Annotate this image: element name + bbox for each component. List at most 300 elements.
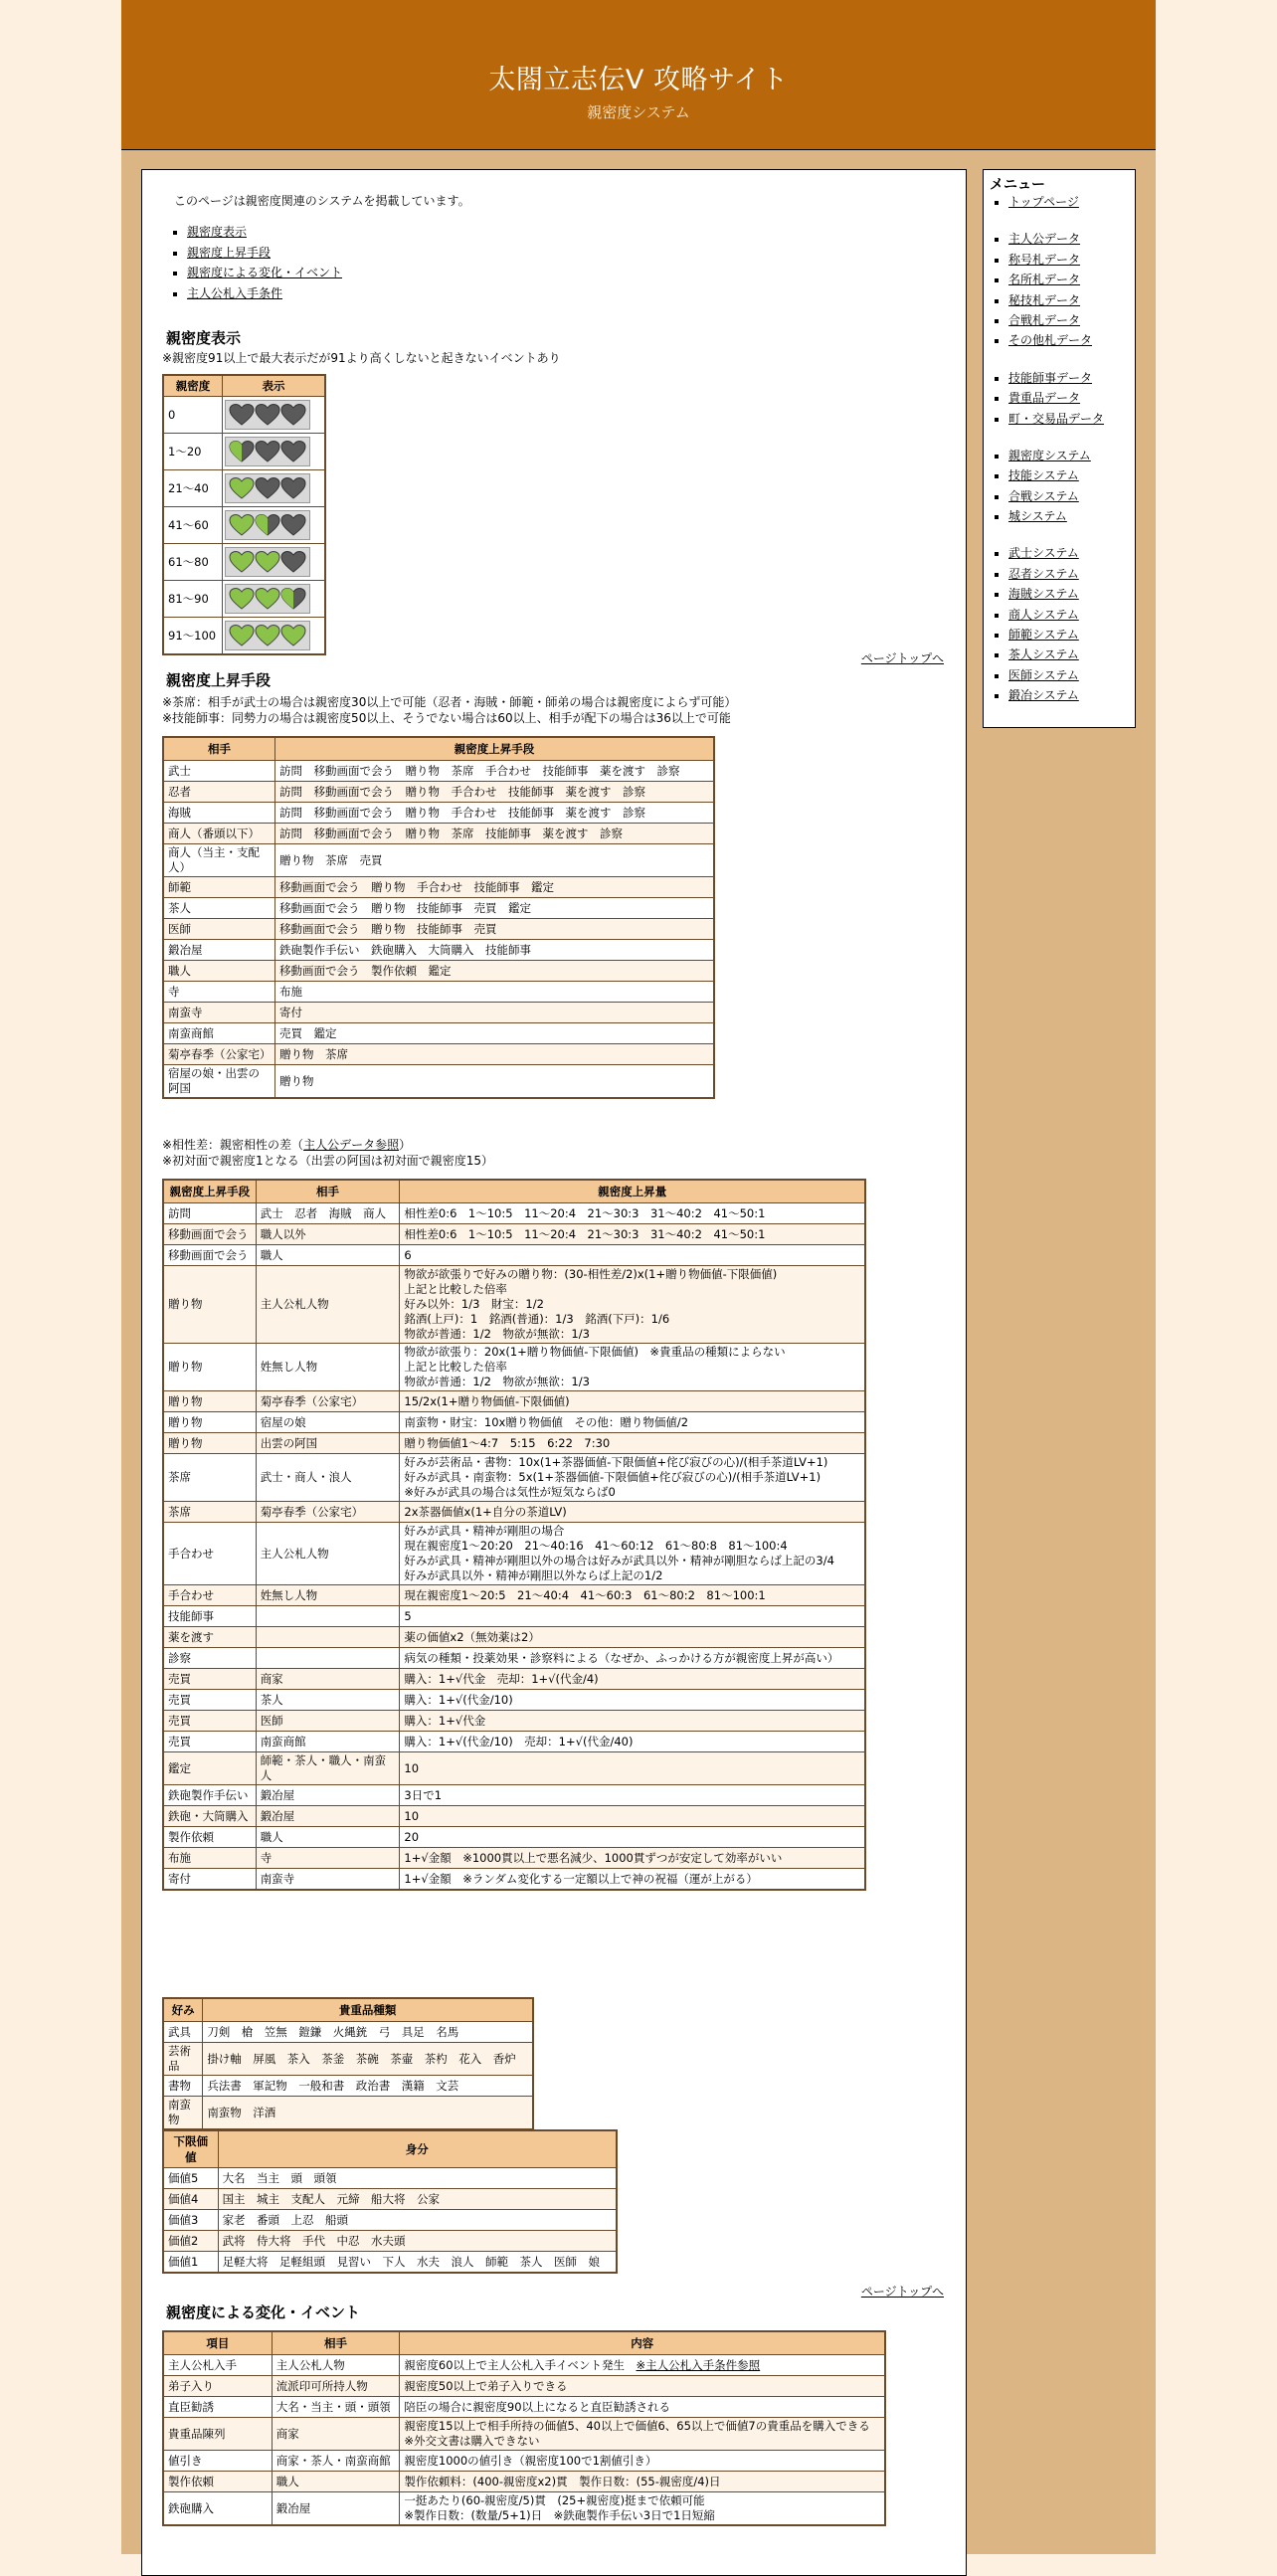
- cell-line: 物欲が欲張り：20x(1+贈り物価値-下限価値) ※貴重品の種類によらない: [404, 1345, 786, 1359]
- table-cell: 姓無し人物: [256, 1344, 400, 1391]
- table-cell: 陪臣の場合に親密度90以上になると直臣勧誘される: [400, 2397, 885, 2418]
- table-cell: 出雲の阿国: [256, 1433, 400, 1454]
- intimacy-range: 0: [163, 397, 223, 434]
- cell-line: 物欲が普通：1/2 物欲が無欲：1/3: [404, 1375, 590, 1388]
- table-row: [163, 824, 714, 844]
- table-row: [163, 1391, 865, 1412]
- heart-display: [223, 470, 326, 507]
- hearts-box: [225, 584, 310, 614]
- table-row: [163, 507, 325, 544]
- table-cell: 足軽大将 足軽組頭 見習い 下人 水夫 浪人 師範 茶人 医師 娘: [218, 2252, 617, 2274]
- column-header: 表示: [223, 375, 326, 397]
- table-cell: 貴重品陳列: [163, 2418, 272, 2451]
- table-cell: 病気の種類・投薬効果・診察料による（なぜか、ふっかける方が親密度上昇が高い）: [400, 1648, 865, 1669]
- menu-link[interactable]: 技能師事データ: [1008, 370, 1093, 385]
- table-cell: 親密度60以上で主人公札入手イベント発生 ※主人公札入手条件参照: [400, 2355, 885, 2376]
- cell-line: 現在親密度1～20:20 21～40:16 41～60:12 61～80:8 81～100:4: [404, 1539, 788, 1553]
- table-cell: 南蛮寺: [256, 1869, 400, 1891]
- table-cell: 製作依頼料：(400-親密度x2)貫 製作日数：(55-親密度/4)日: [400, 2472, 885, 2492]
- table-cell: 大名・当主・頭・頭領: [272, 2397, 400, 2418]
- table-cell: 医師: [163, 919, 275, 940]
- table-cell: 職人: [256, 1827, 400, 1848]
- section-heading-display: 親密度表示: [166, 329, 242, 347]
- column-header: 身分: [218, 2130, 617, 2168]
- section-heading-events: 親密度による変化・イベント: [166, 2303, 361, 2321]
- table-cell: 訪問 移動画面で会う 贈り物 手合わせ 技能師事 薬を渡す 診察: [275, 803, 714, 824]
- note-text: ※相性差：親密相性の差（: [162, 1138, 304, 1152]
- table-cell: 職人: [163, 961, 275, 982]
- menu-link[interactable]: 親密度システム: [1008, 448, 1091, 462]
- heart-icon: [280, 476, 306, 500]
- table-cell: 商人（当主・支配人）: [163, 844, 275, 877]
- menu-spacer: [1008, 429, 1104, 446]
- heart-display: [223, 397, 326, 434]
- hearts-box: [225, 510, 310, 540]
- table-cell: 海賊: [163, 803, 275, 824]
- table-cell: 2x茶器価値x(1+自分の茶道LV): [400, 1502, 865, 1523]
- table-cell: [256, 1648, 400, 1669]
- table-cell: 武士 忍者 海賊 商人: [256, 1203, 400, 1224]
- menu-link[interactable]: 忍者システム: [1008, 566, 1079, 581]
- table-header-row: [163, 737, 714, 761]
- table-cell: 訪問 移動画面で会う 贈り物 手合わせ 技能師事 薬を渡す 診察: [275, 782, 714, 803]
- table-cell: [400, 1454, 865, 1502]
- table-cell: 訪問 移動画面で会う 贈り物 茶席 手合わせ 技能師事 薬を渡す 診察: [275, 761, 714, 782]
- hearts-box: [225, 400, 310, 430]
- heart-display: [223, 581, 326, 618]
- table-cell: 製作依頼: [163, 2472, 272, 2492]
- table-header-row: [163, 1180, 865, 1203]
- table-cell: 鉄砲・大筒購入: [163, 1806, 256, 1827]
- menu-item: [1008, 446, 1104, 465]
- menu-link[interactable]: その他札データ: [1008, 333, 1093, 348]
- table-cell: 宿屋の娘・出雲の阿国: [163, 1065, 275, 1099]
- heart-icon: [280, 624, 306, 647]
- table-cell: [400, 2492, 885, 2526]
- table-cell: 贈り物: [163, 1391, 256, 1412]
- table-cell: 訪問 移動画面で会う 贈り物 茶席 技能師事 薬を渡す 診察: [275, 824, 714, 844]
- table-row: [163, 1266, 865, 1344]
- table-cell: 流派印可所持人物: [272, 2376, 400, 2397]
- table-cell: 贈り物: [163, 1433, 256, 1454]
- table-cell: 移動画面で会う 製作依頼 鑑定: [275, 961, 714, 982]
- cell-line: 好みが武具・精神が剛胆の場合: [404, 1524, 565, 1538]
- toc-item: [187, 243, 342, 264]
- table-header-row: [163, 375, 325, 397]
- table-cell: 購入：1+√(代金/10): [400, 1690, 865, 1711]
- menu-item: [1008, 644, 1104, 664]
- table-cell: 寺: [163, 982, 275, 1003]
- valuables-table: [162, 1997, 534, 2130]
- table-cell: [400, 1523, 865, 1585]
- toc-link[interactable]: 親密度による変化・イベント: [187, 266, 343, 279]
- table-cell: 購入：1+√代金 売却：1+√(代金/4): [400, 1669, 865, 1690]
- table-row: [163, 2168, 617, 2189]
- note-link[interactable]: 主人公データ参照: [303, 1138, 400, 1152]
- table-row: [163, 940, 714, 961]
- table-cell: 3日で1: [400, 1785, 865, 1806]
- table-cell: 南蛮物 洋酒: [203, 2097, 533, 2130]
- table-cell: [400, 1344, 865, 1391]
- table-cell: 宿屋の娘: [256, 1412, 400, 1433]
- menu-link[interactable]: 海賊システム: [1008, 587, 1079, 602]
- heart-icon: [229, 476, 255, 500]
- note-text: ※初対面で親密度1となる（出雲の阿国は初対面で親密度15）: [162, 1154, 493, 1168]
- table-row: [163, 898, 714, 919]
- table-cell: 20: [400, 1827, 865, 1848]
- menu-title: メニュー: [990, 177, 1045, 193]
- table-cell: 師範: [163, 877, 275, 898]
- heart-icon: [255, 550, 280, 574]
- menu-link[interactable]: 技能システム: [1008, 468, 1079, 483]
- table-cell: 相性差0:6 1～10:5 11～20:4 21～30:3 31～40:2 41～50:1: [400, 1203, 865, 1224]
- menu-link[interactable]: 合戦札データ: [1008, 312, 1081, 327]
- table-cell: 商家: [272, 2418, 400, 2451]
- table-row: [163, 2043, 533, 2076]
- heart-icon: [255, 513, 280, 537]
- table-row: [163, 1065, 714, 1099]
- table-cell: 薬の価値x2（無効薬は2）: [400, 1627, 865, 1648]
- table-cell: 茶人: [163, 898, 275, 919]
- section-heading-means: 親密度上昇手段: [166, 671, 272, 689]
- means-table: [162, 736, 715, 1099]
- table-row: [163, 1245, 865, 1266]
- table-row: [163, 2097, 533, 2130]
- table-row: [163, 1869, 865, 1891]
- table-cell: 売買: [163, 1732, 256, 1752]
- menu-link[interactable]: 師範システム: [1008, 628, 1079, 643]
- table-row: [163, 782, 714, 803]
- event-link[interactable]: ※主人公札入手条件参照: [636, 2357, 761, 2372]
- table-cell: 菊亭春季（公家宅）: [256, 1502, 400, 1523]
- note-line: ※技能師事：同勢力の場合は親密度50以上、そうでない場合は60以上、相手が配下の場合は36以上で可能: [162, 711, 731, 725]
- table-cell: 贈り物: [163, 1344, 256, 1391]
- table-row: [163, 544, 325, 581]
- menu-link[interactable]: 秘技札データ: [1008, 292, 1081, 307]
- menu-item: [1008, 229, 1104, 249]
- table-cell: 弟子入り: [163, 2376, 272, 2397]
- toc-link[interactable]: 親密度表示: [187, 225, 248, 239]
- menu-link[interactable]: 主人公データ: [1008, 232, 1081, 247]
- table-cell: 南蛮商館: [256, 1732, 400, 1752]
- heart-display: [223, 544, 326, 581]
- table-row: [163, 982, 714, 1003]
- menu-item: [1008, 584, 1104, 604]
- menu-item: [1008, 290, 1104, 310]
- table-cell: 布施: [275, 982, 714, 1003]
- table-cell: 1+√金額 ※1000貫以上で悪名減少、1000貫ずつが安定して効率がいい: [400, 1848, 865, 1869]
- table-row: [163, 1412, 865, 1433]
- table-cell: 南蛮商館: [163, 1023, 275, 1044]
- table-cell: 南蛮物・財宝：10x贈り物価値 その他：贈り物価値/2: [400, 1412, 865, 1433]
- table-cell: 鍛冶屋: [256, 1806, 400, 1827]
- table-row: [163, 1003, 714, 1023]
- intro-text: このページは親密度関連のシステムを掲載しています。: [174, 194, 470, 208]
- page-top-link-2[interactable]: ページトップへ: [860, 2285, 944, 2299]
- table-header-row: [163, 1998, 533, 2022]
- cell-line: 好み以外：1/3 財宝：1/2: [404, 1297, 544, 1311]
- table-cell: 売買: [163, 1690, 256, 1711]
- heart-icon: [280, 587, 306, 611]
- menu-link[interactable]: 医師システム: [1008, 667, 1079, 682]
- column-header: 親密度上昇手段: [275, 737, 714, 761]
- table-cell: 布施: [163, 1848, 256, 1869]
- amount-notes: [162, 1137, 493, 1169]
- menu-link[interactable]: 名所札データ: [1008, 273, 1081, 287]
- table-cell: 武具: [163, 2022, 203, 2043]
- table-cell: 10: [400, 1752, 865, 1785]
- table-row: [163, 1606, 865, 1627]
- table-cell: 移動画面で会う 贈り物 技能師事 売買: [275, 919, 714, 940]
- column-header: 親密度: [163, 375, 223, 397]
- heart-icon: [255, 403, 280, 427]
- table-row: [163, 2472, 885, 2492]
- menu-item: [1008, 625, 1104, 644]
- table-cell: 家老 番頭 上忍 船頭: [218, 2210, 617, 2231]
- note-line: [162, 1137, 493, 1153]
- menu-item: [1008, 310, 1104, 330]
- table-cell: [400, 1266, 865, 1344]
- table-cell: 購入：1+√(代金/10) 売却：1+√(代金/40): [400, 1732, 865, 1752]
- menu-item: [1008, 486, 1104, 506]
- table-cell: 鑑定: [163, 1752, 256, 1785]
- table-cell: 10: [400, 1806, 865, 1827]
- table-cell: 売買 鑑定: [275, 1023, 714, 1044]
- toc-link[interactable]: 主人公札入手条件: [187, 285, 283, 300]
- menu-link[interactable]: トップページ: [1008, 195, 1079, 209]
- menu-link[interactable]: 武士システム: [1008, 546, 1079, 561]
- table-cell: 価値5: [163, 2168, 218, 2189]
- table-row: [163, 1454, 865, 1502]
- table-cell: 菊亭春季（公家宅）: [256, 1391, 400, 1412]
- table-cell: 商家: [256, 1669, 400, 1690]
- table-cell: 移動画面で会う: [163, 1224, 256, 1245]
- table-row: [163, 1023, 714, 1044]
- heart-icon: [229, 440, 255, 463]
- heart-icon: [255, 476, 280, 500]
- table-row: [163, 618, 325, 655]
- cell-line: 上記と比較した倍率: [404, 1360, 507, 1374]
- cell-line: 好みが武具・南蛮物：5x(1+茶器価値-下限価値+侘び寂びの心)/(相手茶道LV+1): [404, 1470, 821, 1484]
- table-row: [163, 2397, 885, 2418]
- table-cell: 寺: [256, 1848, 400, 1869]
- table-row: [163, 2189, 617, 2210]
- table-row: [163, 470, 325, 507]
- hearts-box: [225, 621, 310, 650]
- toc-item: [187, 283, 342, 304]
- menu-item: [1008, 564, 1104, 584]
- table-cell: 書物: [163, 2076, 203, 2097]
- cell-line: ※好みが武具の場合は気性が短気ならば0: [404, 1485, 616, 1499]
- menu-link[interactable]: 鍛冶システム: [1008, 688, 1079, 703]
- heart-icon: [229, 403, 255, 427]
- table-row: [163, 844, 714, 877]
- menu-link[interactable]: 茶人システム: [1008, 647, 1079, 662]
- table-cell: 贈り物 茶席 売買: [275, 844, 714, 877]
- cell-line: 好みが武具以外・精神が剛胆以外ならば上記の1/2: [404, 1568, 663, 1582]
- table-cell: 職人: [256, 1245, 400, 1266]
- table-row: [163, 1648, 865, 1669]
- table-cell: 武将 侍大将 手代 中忍 水夫頭: [218, 2231, 617, 2252]
- table-cell: 鍛冶屋: [272, 2492, 400, 2526]
- table-cell: 現在親密度1～20:5 21～40:4 41～60:3 61～80:2 81～100:1: [400, 1585, 865, 1606]
- table-cell: 相性差0:6 1～10:5 11～20:4 21～30:3 31～40:2 41～50:1: [400, 1224, 865, 1245]
- cell-spacer: [625, 2358, 637, 2372]
- table-row: [163, 434, 325, 470]
- table-cell: 鉄砲購入: [163, 2492, 272, 2526]
- hearts-box: [225, 437, 310, 466]
- table-row: [163, 2418, 885, 2451]
- menu-link[interactable]: 城システム: [1008, 509, 1067, 524]
- table-cell: 売買: [163, 1669, 256, 1690]
- table-row: [163, 1344, 865, 1391]
- table-cell: 芸術品: [163, 2043, 203, 2076]
- table-cell: 主人公札入手: [163, 2355, 272, 2376]
- intimacy-range: 81～90: [163, 581, 223, 618]
- cell-line: 物欲が普通：1/2 物欲が無欲：1/3: [404, 1327, 590, 1341]
- cell-line: 物欲が欲張りで好みの贈り物：(30-相性差/2)x(1+贈り物価値-下限価値): [404, 1267, 778, 1281]
- table-cell: 茶席: [163, 1454, 256, 1502]
- table-row: [163, 581, 325, 618]
- display-table: [162, 374, 326, 655]
- heart-icon: [280, 513, 306, 537]
- table-cell: [400, 2418, 885, 2451]
- table-row: [163, 1669, 865, 1690]
- table-row: [163, 761, 714, 782]
- column-header: 項目: [163, 2331, 272, 2355]
- table-row: [163, 2376, 885, 2397]
- table-row: [163, 1785, 865, 1806]
- table-cell: 職人: [272, 2472, 400, 2492]
- menu-item: [1008, 506, 1104, 526]
- heart-icon: [255, 624, 280, 647]
- menu-link[interactable]: 称号札データ: [1008, 252, 1081, 267]
- menu-item: [1008, 250, 1104, 270]
- menu-link[interactable]: 貴重品データ: [1008, 391, 1081, 406]
- intimacy-range: 41～60: [163, 507, 223, 544]
- table-cell: 親密度50以上で弟子入りできる: [400, 2376, 885, 2397]
- header-divider: [121, 149, 1156, 150]
- table-row: [163, 1752, 865, 1785]
- table-cell: 掛け軸 屏風 茶入 茶釜 茶碗 茶壷 茶杓 花入 香炉: [203, 2043, 533, 2076]
- table-cell: 贈り物: [163, 1266, 256, 1344]
- table-cell: 5: [400, 1606, 865, 1627]
- table-row: [163, 803, 714, 824]
- table-cell: 主人公札人物: [272, 2355, 400, 2376]
- table-cell: 贈り物 茶席: [275, 1044, 714, 1065]
- cell-line: ※製作日数：(数量/5+1)日 ※鉄砲製作手伝い3日で1日短縮: [404, 2508, 715, 2522]
- table-cell: 大名 当主 頭 頭領: [218, 2168, 617, 2189]
- table-cell: 親密度1000の値引き（親密度100で1割値引き）: [400, 2451, 885, 2472]
- menu-link[interactable]: 商人システム: [1008, 607, 1079, 622]
- hearts-box: [225, 547, 310, 577]
- cell-line: 親密度15以上で相手所持の価値5、40以上で価値6、65以上で価値7の貴重品を購入できる: [404, 2419, 870, 2433]
- table-cell: 価値1: [163, 2252, 218, 2274]
- column-header: 相手: [256, 1180, 400, 1203]
- lower-value-table: [162, 2129, 618, 2274]
- table-cell: 刀剣 槍 笠無 鎧鎌 火縄銃 弓 具足 名馬: [203, 2022, 533, 2043]
- table-cell: 手合わせ: [163, 1523, 256, 1585]
- menu-spacer: [1008, 351, 1104, 368]
- table-cell: 贈り物: [275, 1065, 714, 1099]
- table-row: [163, 2210, 617, 2231]
- table-cell: 価値3: [163, 2210, 218, 2231]
- heart-icon: [229, 624, 255, 647]
- menu-link[interactable]: 町・交易品データ: [1008, 411, 1105, 426]
- heart-icon: [280, 440, 306, 463]
- note-text: ）: [399, 1138, 412, 1152]
- table-cell: 贈り物: [163, 1412, 256, 1433]
- heart-display: [223, 434, 326, 470]
- table-cell: 診察: [163, 1648, 256, 1669]
- menu-item: [1008, 605, 1104, 625]
- table-cell: 価値4: [163, 2189, 218, 2210]
- table-row: [163, 1502, 865, 1523]
- intimacy-range: 61～80: [163, 544, 223, 581]
- note-line: [162, 1153, 493, 1169]
- menu-spacer: [1008, 212, 1104, 229]
- menu-item: [1008, 465, 1104, 485]
- intimacy-range: 91～100: [163, 618, 223, 655]
- table-cell: 1+√金額 ※ランダム変化する一定額以上で神の祝福（運が上がる）: [400, 1869, 865, 1891]
- intimacy-range: 21～40: [163, 470, 223, 507]
- table-row: [163, 1711, 865, 1732]
- means-notes: [162, 694, 736, 726]
- column-header: 相手: [163, 737, 275, 761]
- column-header: 親密度上昇量: [400, 1180, 865, 1203]
- menu-item: [1008, 409, 1104, 429]
- table-row: [163, 961, 714, 982]
- cell-line: 好みが武具・精神が剛胆以外の場合は好みが武具以外・精神が剛胆ならば上記の3/4: [404, 1554, 834, 1567]
- table-row: [163, 1585, 865, 1606]
- menu-item: [1008, 665, 1104, 685]
- table-row: [163, 1044, 714, 1065]
- menu-item: [1008, 543, 1104, 563]
- menu-item: [1008, 192, 1104, 212]
- column-header: 相手: [272, 2331, 400, 2355]
- table-cell: 師範・茶人・職人・南蛮人: [256, 1752, 400, 1785]
- table-cell: 武士: [163, 761, 275, 782]
- table-row: [163, 2355, 885, 2376]
- heart-icon: [229, 550, 255, 574]
- heart-icon: [255, 587, 280, 611]
- toc-item: [187, 263, 342, 283]
- table-header-row: [163, 2331, 885, 2355]
- toc-item: [187, 222, 342, 243]
- heart-icon: [229, 513, 255, 537]
- menu-item: [1008, 388, 1104, 408]
- page-top-link[interactable]: ページトップへ: [860, 651, 944, 665]
- table-cell: 主人公札人物: [256, 1266, 400, 1344]
- table-cell: 鍛冶屋: [256, 1785, 400, 1806]
- toc-link[interactable]: 親密度上昇手段: [187, 245, 272, 260]
- table-cell: 職人以外: [256, 1224, 400, 1245]
- column-header: 貴重品種類: [203, 1998, 533, 2022]
- table-cell: 値引き: [163, 2451, 272, 2472]
- hearts-box: [225, 473, 310, 503]
- table-cell: 製作依頼: [163, 1827, 256, 1848]
- menu-link[interactable]: 合戦システム: [1008, 488, 1079, 503]
- table-cell: 商家・茶人・南蛮商館: [272, 2451, 400, 2472]
- table-row: [163, 1806, 865, 1827]
- cell-line: 好みが芸術品・書物：10x(1+茶器価値-下限価値+侘び寂びの心)/(相手茶道LV+1): [404, 1455, 828, 1469]
- table-cell: 購入：1+√代金: [400, 1711, 865, 1732]
- table-row: [163, 2451, 885, 2472]
- table-cell: 商人（番頭以下）: [163, 824, 275, 844]
- table-cell: 技能師事: [163, 1606, 256, 1627]
- table-cell: 移動画面で会う 贈り物 技能師事 売買 鑑定: [275, 898, 714, 919]
- table-cell: 薬を渡す: [163, 1627, 256, 1648]
